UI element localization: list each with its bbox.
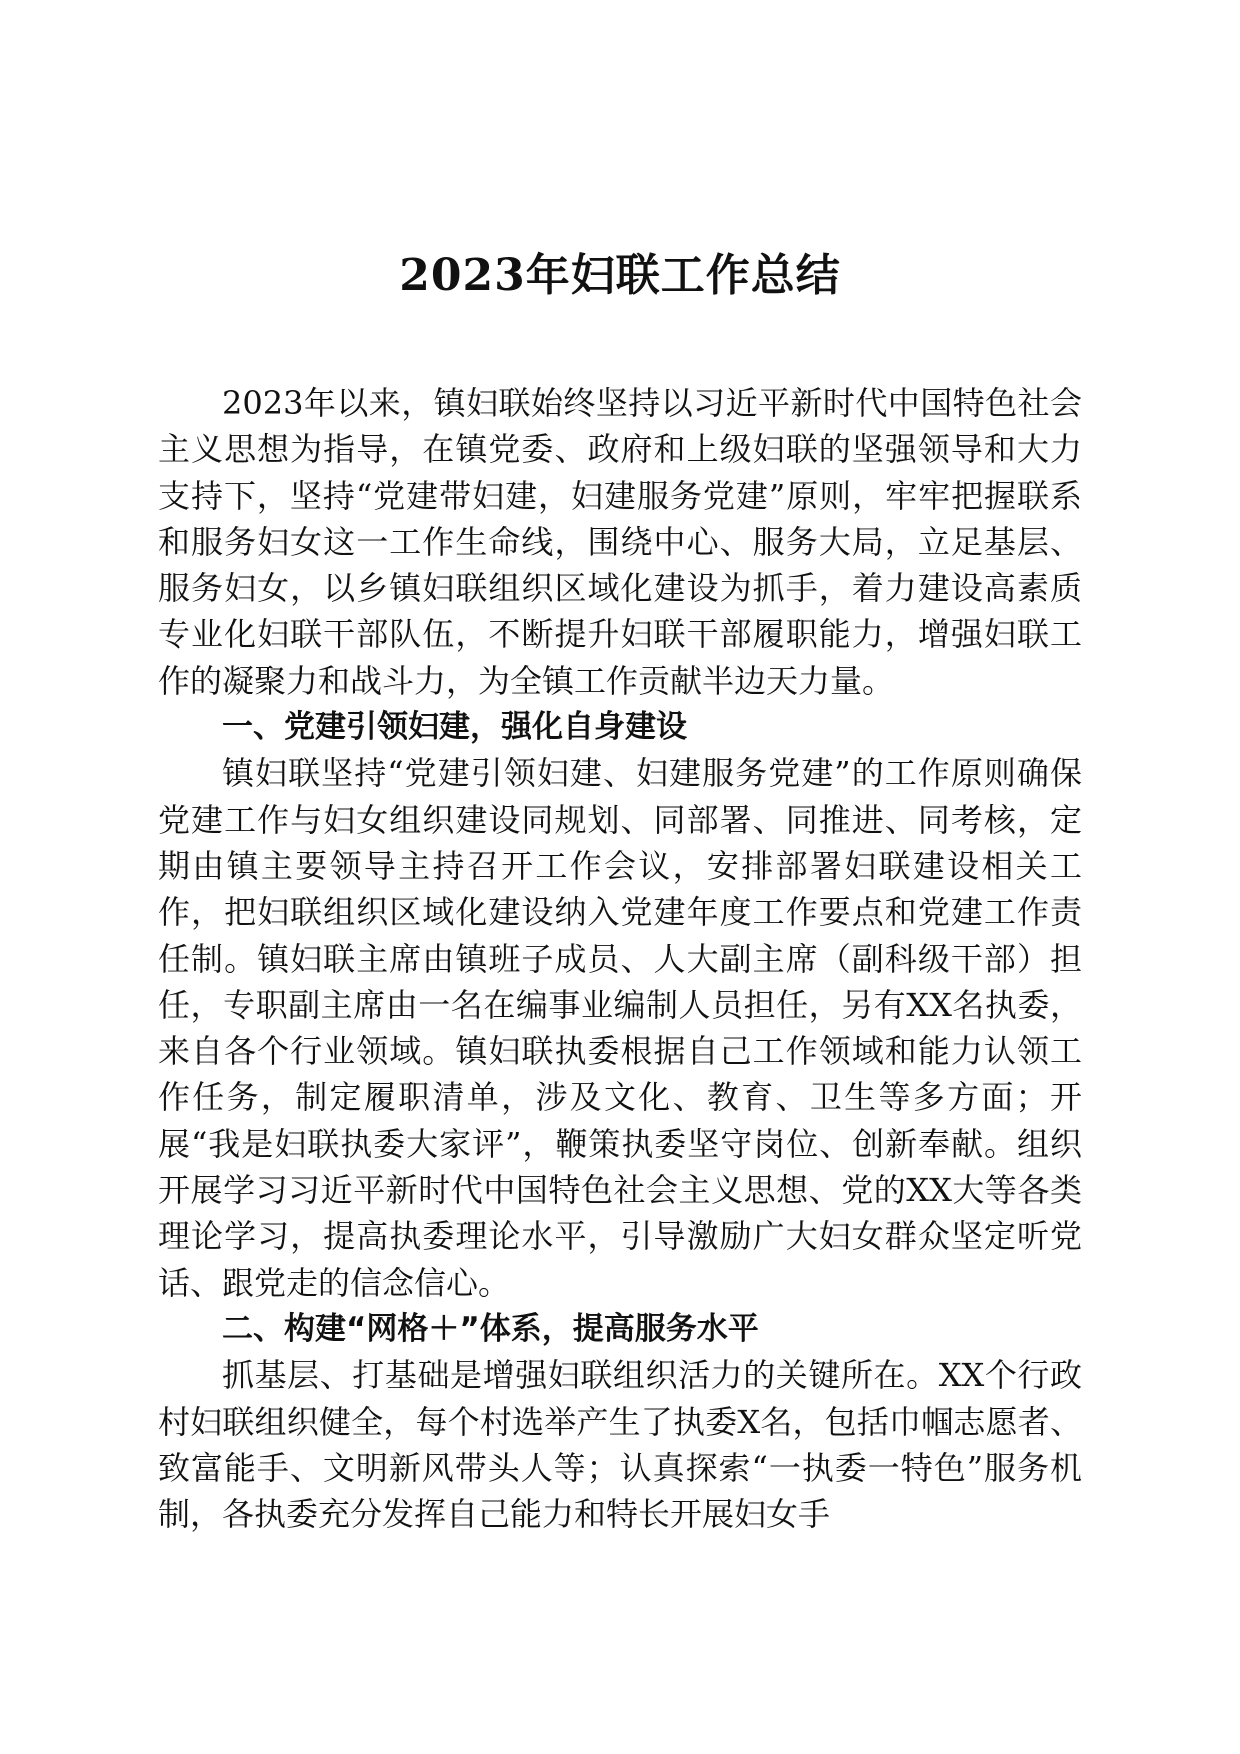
section-2-heading: 二、构建“网格＋”体系，提高服务水平 (222, 1310, 759, 1347)
section-2-paragraph: 抓基层、打基础是增强妇联组织活力的关键所在。XX个行政村妇联组织健全，每个村选举产生了执委X名，包括巾帼志愿者、致富能手、文明新风带头人等；认真探索“一执委一特色”服务机制，各执委充分发挥自己能力和特长开展妇女手 (158, 1356, 1082, 1534)
section-1-paragraph: 镇妇联坚持“党建引领妇建、妇建服务党建”的工作原则确保党建工作与妇女组织建设同规划、同部署、同推进、同考核，定期由镇主要领导主持召开工作会议，安排部署妇联建设相关工作，把妇联组织区域化建设纳入党建年度工作要点和党建工作责任制。镇妇联主席由镇班子成员、人大副主席（副科级干部）担任，专职副主席由一名在编事业编制人员担任，另有XX名执委，来自各个行业领域。镇妇联执委根据自己工作领域和能力认领工作任务，制定履职清单，涉及文化、教育、卫生等多方面；开展“我是妇联执委大家评”，鞭策执委坚守岗位、创新奉献。组织开展学习习近平新时代中国特色社会主义思想、党的XX大等各类理论学习，提高执委理论水平，引导激励广大妇女群众坚定听党话、跟党走的信念信心。 (158, 754, 1082, 1302)
intro-paragraph: 2023年以来，镇妇联始终坚持以习近平新时代中国特色社会主义思想为指导，在镇党委、政府和上级妇联的坚强领导和大力支持下，坚持“党建带妇建，妇建服务党建”原则，牢牢把握联系和服务妇女这一工作生命线，围绕中心、服务大局，立足基层、服务妇女，以乡镇妇联组织区域化建设为抓手，着力建设高素质专业化妇联干部队伍，不断提升妇联干部履职能力，增强妇联工作的凝聚力和战斗力，为全镇工作贡献半边天力量。 (158, 384, 1082, 700)
section-1-heading: 一、党建引领妇建，强化自身建设 (222, 709, 687, 746)
document-body (158, 380, 1082, 1537)
document-title: 2023年妇联工作总结 (399, 250, 841, 301)
